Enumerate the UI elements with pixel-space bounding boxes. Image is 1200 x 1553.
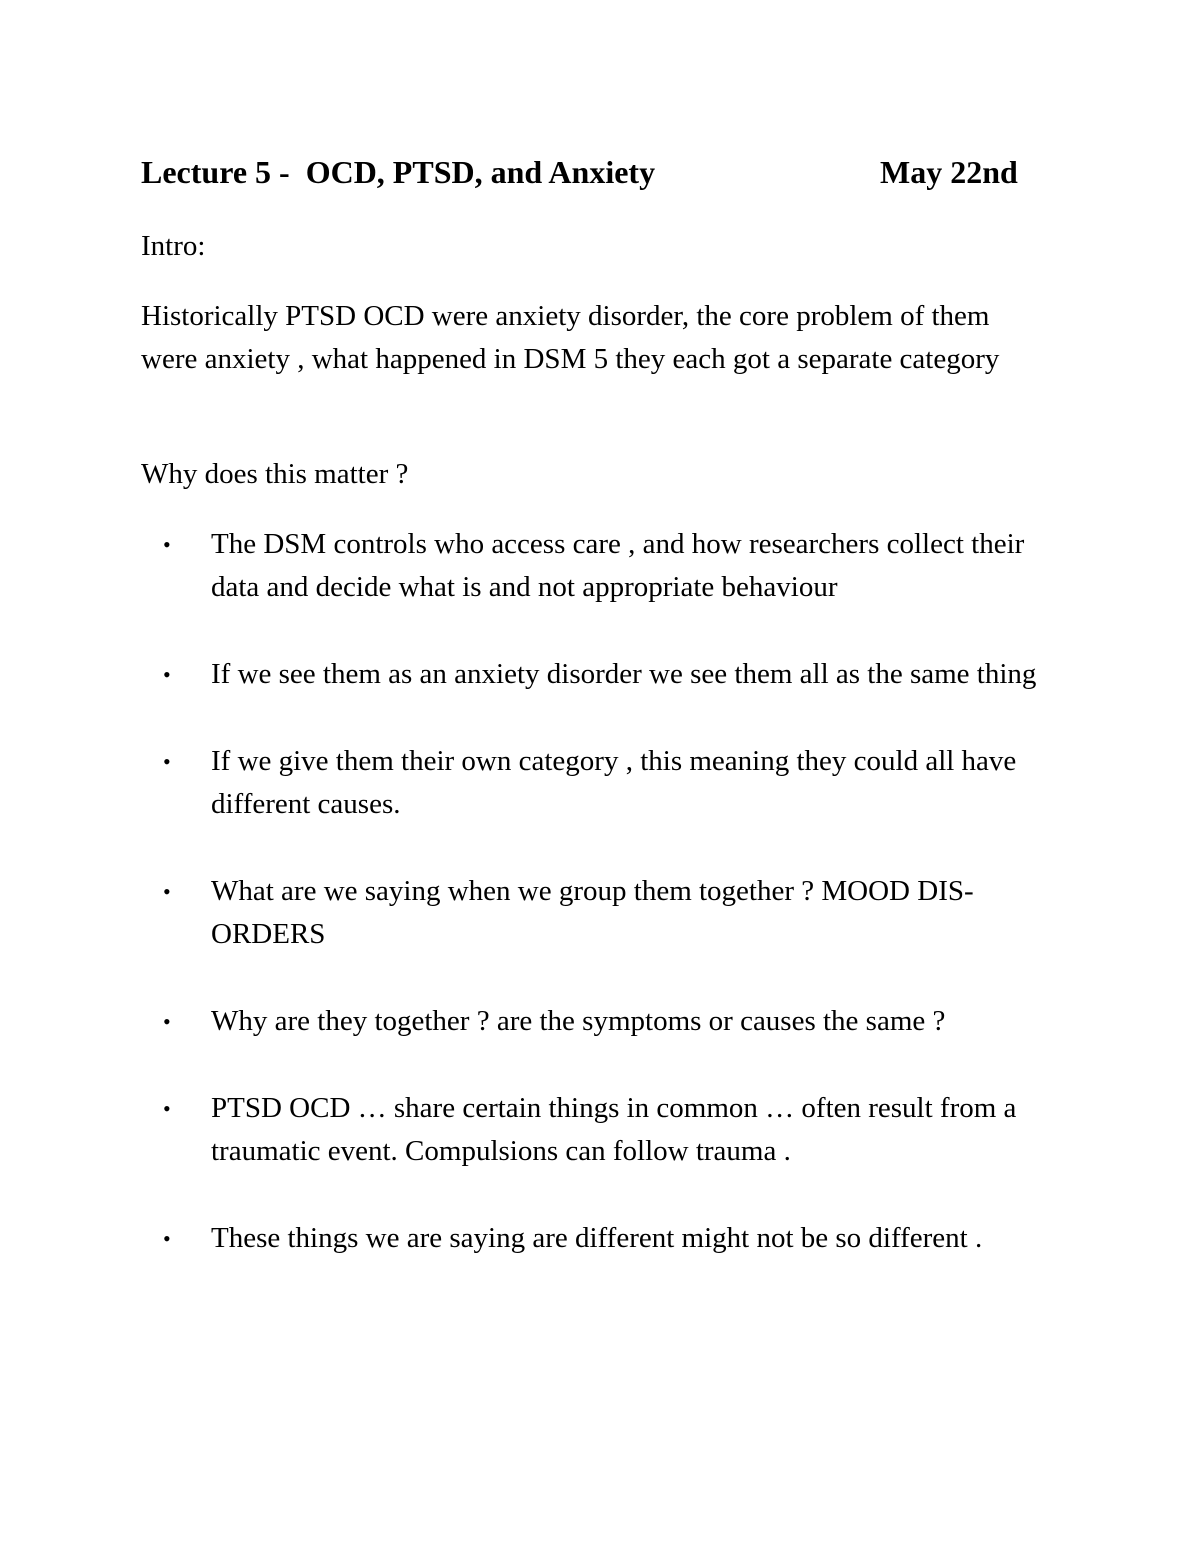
list-item-text: PTSD OCD … share certain things in common … often result from a traumatic event. Compulsions can follow trauma . [211,1092,1017,1167]
list-item-text: Why are they together ? are the symptoms or causes the same ? [211,1005,946,1037]
list-item [141,523,1051,609]
list-item-text: These things we are saying are different might not be so different . [211,1222,983,1254]
document-header [141,148,1041,196]
bullet-icon: • [163,1096,171,1121]
bullet-icon: • [163,532,171,557]
bullet-icon: • [163,1009,171,1034]
intro-label: Intro: [141,230,206,262]
list-item-text: The DSM controls who access care , and how researchers collect their data and decide what is and not appropriate behaviour [211,528,1025,603]
list-item [141,870,1051,956]
bullet-icon: • [163,749,171,774]
question-heading: Why does this matter ? [141,458,409,490]
bullet-list [141,523,1051,1304]
list-item-text: If we see them as an anxiety disorder we see them all as the same thing [211,658,1037,690]
lecture-title: Lecture 5 - OCD, PTSD, and Anxiety [141,154,656,190]
list-item [141,653,1051,696]
list-item [141,1000,1051,1043]
intro-paragraph: Historically PTSD OCD were anxiety disorder, the core problem of them were anxiety , what happened in DSM 5 they each got a separate category [141,300,1000,375]
list-item [141,1087,1051,1173]
list-item [141,740,1051,826]
lecture-date: May 22nd [880,154,1018,190]
bullet-icon: • [163,1226,171,1251]
list-item-text: If we give them their own category , this meaning they could all have different causes. [211,745,1017,820]
list-item-text: What are we saying when we group them together ? MOOD DIS-ORDERS [211,875,974,950]
list-item [141,1217,1051,1260]
bullet-icon: • [163,662,171,687]
bullet-icon: • [163,879,171,904]
